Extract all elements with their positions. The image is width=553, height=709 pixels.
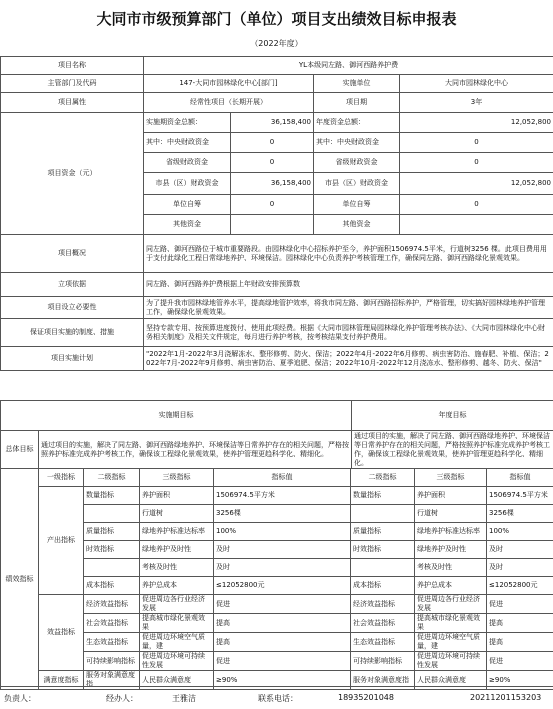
period-value: 3年 bbox=[400, 93, 553, 113]
col-l2: 二级指标 bbox=[84, 469, 140, 487]
row6-v: 促进 bbox=[214, 595, 351, 614]
row5-l2y: 成本指标 bbox=[351, 577, 415, 595]
output-label: 产出指标 bbox=[39, 487, 84, 595]
plan-text: "2022年1月-2022年3月浇解冻水、整形修剪、防火、保洁；2022年4月-2022年6月修剪、病虫害防治、施春肥、补植、保洁；2022年7月-2022年9月修剪、病虫害防治、夏季追肥、保洁；2022年10月-2022年12月浇冻水、整形修剪、越冬、防火、保洁" bbox=[144, 347, 553, 371]
central-value: 0 bbox=[231, 133, 314, 153]
impl-value: 大同市园林绿化中心 bbox=[400, 75, 553, 93]
handler-name: 王雅洁 bbox=[172, 694, 196, 703]
self-label-year: 单位自筹 bbox=[314, 195, 400, 215]
province-value: 0 bbox=[231, 153, 314, 173]
row9-l2: 可持续影响指标 bbox=[84, 652, 140, 671]
row9-l3: 促进周边环境可持续性发展 bbox=[140, 652, 214, 671]
period-goal-header: 实施期目标 bbox=[1, 401, 352, 431]
col-l3: 三级指标 bbox=[140, 469, 214, 487]
province-year-value: 0 bbox=[400, 153, 553, 173]
row5-v: ≤12052800元 bbox=[214, 577, 351, 595]
page-title: 大同市市级预算部门（单位）项目支出绩效目标申报表 bbox=[96, 10, 457, 28]
col-l1: 一级指标 bbox=[39, 469, 84, 487]
row7-l2y: 社会效益指标 bbox=[351, 614, 415, 633]
row3-l2y: 时效指标 bbox=[351, 541, 415, 559]
row6-l2: 经济效益指标 bbox=[84, 595, 140, 614]
other-year-value bbox=[400, 215, 553, 235]
row1-l3: 行道树 bbox=[140, 505, 214, 523]
project-name-label: 项目名称 bbox=[1, 57, 144, 75]
row1-l3y: 行道树 bbox=[415, 505, 487, 523]
city-value: 36,158,400 bbox=[231, 173, 314, 195]
row1-l2y bbox=[351, 505, 415, 523]
row6-vy: 促进 bbox=[487, 595, 553, 614]
year-label: （2022年度） bbox=[250, 39, 303, 48]
other-value bbox=[231, 215, 314, 235]
row6-l2y: 经济效益指标 bbox=[351, 595, 415, 614]
row9-v: 促进 bbox=[214, 652, 351, 671]
col-val-year: 指标值 bbox=[487, 469, 553, 487]
province-label-year: 省级财政资金 bbox=[314, 153, 400, 173]
row0-l2y: 数量指标 bbox=[351, 487, 415, 505]
dept-label: 主管部门及代码 bbox=[1, 75, 144, 93]
row6-l3y: 促进周边各行业经济发展 bbox=[415, 595, 487, 614]
row4-vy: 及时 bbox=[487, 559, 553, 577]
col-l3-year: 三级指标 bbox=[415, 469, 487, 487]
funds-year-total: 12,052,800 bbox=[400, 113, 553, 133]
basis-label: 立项依据 bbox=[1, 273, 144, 297]
year-goal-text: 通过项目的实施，解决了同左路、御河西路绿地养护、环境保洁等日常养护存在的相关问题，严格按照养护标准完成养护考核工作，确保该工程绿化景观效果，使养护管理更趋科学化、精细化。 bbox=[352, 431, 553, 469]
row8-l2y: 生态效益指标 bbox=[351, 633, 415, 652]
row0-l2: 数量指标 bbox=[84, 487, 140, 505]
guarantee-label: 保证项目实施的制度、措施 bbox=[1, 319, 144, 347]
row10-l2y: 服务对象满意度指 bbox=[351, 671, 415, 690]
attr-value: 经常性项目（长期开展） bbox=[144, 93, 314, 113]
funds-year-total-label: 年度资金总额： bbox=[314, 113, 400, 133]
dept-value: 147-大同市园林绿化中心[部门] bbox=[144, 75, 314, 93]
overall-goal-label: 总体目标 bbox=[1, 431, 39, 469]
row5-l2: 成本指标 bbox=[84, 577, 140, 595]
row5-l3y: 养护总成本 bbox=[415, 577, 487, 595]
funds-total: 36,158,400 bbox=[231, 113, 314, 133]
row9-l2y: 可持续影响指标 bbox=[351, 652, 415, 671]
row3-l2: 时效指标 bbox=[84, 541, 140, 559]
indicators-table bbox=[0, 468, 553, 690]
report-code: 20211201153203 bbox=[470, 693, 542, 702]
row10-vy: ≥90% bbox=[487, 671, 553, 690]
row8-l3: 促进周边环境空气质量，建 bbox=[140, 633, 214, 652]
plan-label: 项目实施计划 bbox=[1, 347, 144, 371]
self-label: 单位自筹 bbox=[144, 195, 231, 215]
overview-label: 项目概况 bbox=[1, 235, 144, 273]
city-label: 市县（区）财政资金 bbox=[144, 173, 231, 195]
row0-l3: 养护面积 bbox=[140, 487, 214, 505]
necessity-text: 为了提升我市园林绿地管养水平，提高绿地管护效率，将我市同左路、御河西路招标养护，严格管理，切实搞好园林绿地养护管理工作，确保绿化景观效果。 bbox=[144, 297, 553, 319]
row7-l3y: 提高城市绿化景观效果 bbox=[415, 614, 487, 633]
row10-l2: 服务对象满意度指 bbox=[84, 671, 140, 690]
self-value: 0 bbox=[231, 195, 314, 215]
funds-label: 项目资金（元） bbox=[1, 113, 144, 235]
period-goal-text: 通过项目的实施，解决了同左路、御河西路绿地养护、环境保洁等日常养护存在的相关问题，严格按照养护标准完成养护考核工作，确保该工程绿化景观效果，使养护管理更趋科学化、精细化。 bbox=[39, 431, 352, 469]
signature-bar bbox=[0, 686, 553, 709]
row7-l2: 社会效益指标 bbox=[84, 614, 140, 633]
phone-value: 18935201048 bbox=[338, 693, 394, 702]
row9-l3y: 促进周边环境可持续性发展 bbox=[415, 652, 487, 671]
city-year-value: 12,052,800 bbox=[400, 173, 553, 195]
row7-v: 提高 bbox=[214, 614, 351, 633]
self-year-value: 0 bbox=[400, 195, 553, 215]
row2-l3y: 绿地养护标准达标率 bbox=[415, 523, 487, 541]
row8-v: 提高 bbox=[214, 633, 351, 652]
project-name: YL本级同左路、御河西路养护费 bbox=[144, 57, 553, 75]
guarantee-text: 坚持专款专用、按预算进度拨付、使用此项经费。根据《大同市园林管理局园林绿化养护管理考核办法》、《大同市园林绿化中心财务相关制度》及相关文件规定，每月进行养护考核，按考核结果支付养护费用。 bbox=[144, 319, 553, 347]
province-label: 省级财政资金 bbox=[144, 153, 231, 173]
row3-l3y: 绿地养护及时性 bbox=[415, 541, 487, 559]
year-goal-header: 年度目标 bbox=[352, 401, 553, 431]
impl-label: 实施单位 bbox=[314, 75, 400, 93]
attr-label: 项目属性 bbox=[1, 93, 144, 113]
funds-total-label: 实施期资金总额： bbox=[144, 113, 231, 133]
other-label-year: 其他资金 bbox=[314, 215, 400, 235]
phone-label: 联系电话： bbox=[258, 694, 298, 703]
row3-vy: 及时 bbox=[487, 541, 553, 559]
indicators-side-label: 绩效指标 bbox=[1, 469, 39, 690]
row8-vy: 提高 bbox=[487, 633, 553, 652]
other-label: 其他资金 bbox=[144, 215, 231, 235]
row3-v: 及时 bbox=[214, 541, 351, 559]
central-year-value: 0 bbox=[400, 133, 553, 153]
row4-l2 bbox=[84, 559, 140, 577]
row10-l3y: 人民群众满意度 bbox=[415, 671, 487, 690]
row4-l2y bbox=[351, 559, 415, 577]
central-label-year: 其中：中央财政资金 bbox=[314, 133, 400, 153]
necessity-label: 项目设立必要性 bbox=[1, 297, 144, 319]
col-l2-year: 二级指标 bbox=[351, 469, 415, 487]
row10-l3: 人民群众满意度 bbox=[140, 671, 214, 690]
goals-table bbox=[0, 400, 553, 469]
row7-vy: 提高 bbox=[487, 614, 553, 633]
row0-vy: 1506974.5平方米 bbox=[487, 487, 553, 505]
row6-l3: 促进周边各行业经济发展 bbox=[140, 595, 214, 614]
col-val: 指标值 bbox=[214, 469, 351, 487]
row2-l3: 绿地养护标准达标率 bbox=[140, 523, 214, 541]
row4-l3y: 考核及时性 bbox=[415, 559, 487, 577]
row2-vy: 100% bbox=[487, 523, 553, 541]
row7-l3: 提高城市绿化景观效果 bbox=[140, 614, 214, 633]
central-label: 其中：中央财政资金 bbox=[144, 133, 231, 153]
row4-v: 及时 bbox=[214, 559, 351, 577]
row1-v: 3256棵 bbox=[214, 505, 351, 523]
leader-label: 负责人： bbox=[4, 694, 36, 703]
row5-l3: 养护总成本 bbox=[140, 577, 214, 595]
city-label-year: 市县（区）财政资金 bbox=[314, 173, 400, 195]
info-table bbox=[0, 56, 553, 371]
row0-l3y: 养护面积 bbox=[415, 487, 487, 505]
row8-l2: 生态效益指标 bbox=[84, 633, 140, 652]
row2-l2y: 质量指标 bbox=[351, 523, 415, 541]
row10-v: ≥90% bbox=[214, 671, 351, 690]
basis-text: 同左路、御河西路养护费根据上年财政安排预算数 bbox=[144, 273, 553, 297]
row0-v: 1506974.5平方米 bbox=[214, 487, 351, 505]
row2-l2: 质量指标 bbox=[84, 523, 140, 541]
period-label: 项目期 bbox=[314, 93, 400, 113]
effect-label: 效益指标 bbox=[39, 595, 84, 671]
row5-vy: ≤12052800元 bbox=[487, 577, 553, 595]
overview-text: 同左路、御河西路位于城市重要路段。由园林绿化中心招标养护至今，养护面积1506974.5平米，行道树3256 棵。此项目费用用于支付此绿化工程日常绿地养护、环境保洁。园林绿化中心负责养护考核管理工作，确保同左路、御河西路绿化景观效果。 bbox=[144, 235, 553, 273]
row1-l2 bbox=[84, 505, 140, 523]
satisfaction-label: 满意度指标 bbox=[39, 671, 84, 690]
row1-vy: 3256棵 bbox=[487, 505, 553, 523]
row3-l3: 绿地养护及时性 bbox=[140, 541, 214, 559]
row9-vy: 促进 bbox=[487, 652, 553, 671]
row4-l3: 考核及时性 bbox=[140, 559, 214, 577]
row8-l3y: 促进周边环境空气质量，建 bbox=[415, 633, 487, 652]
row2-v: 100% bbox=[214, 523, 351, 541]
handler-label: 经办人： bbox=[106, 694, 138, 703]
